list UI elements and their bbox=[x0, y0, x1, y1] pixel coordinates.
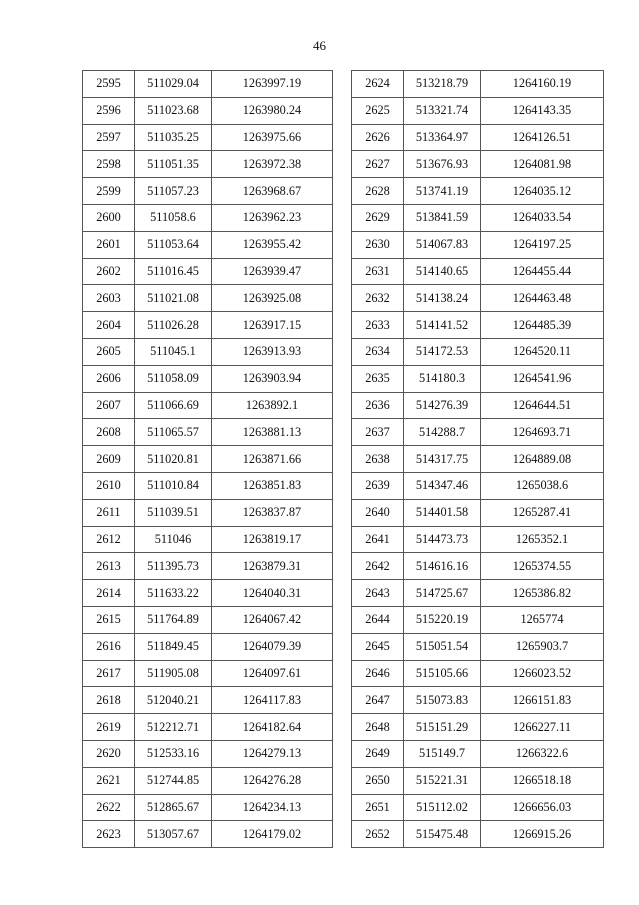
point-number-cell: 2597 bbox=[83, 124, 135, 151]
y-coordinate-cell: 1264182.64 bbox=[212, 714, 333, 741]
table-row bbox=[352, 338, 604, 365]
y-coordinate-cell: 1264485.39 bbox=[481, 312, 604, 339]
point-number-cell: 2632 bbox=[352, 285, 404, 312]
x-coordinate-cell: 511051.35 bbox=[135, 151, 212, 178]
table-row bbox=[83, 285, 333, 312]
point-number-cell: 2638 bbox=[352, 446, 404, 473]
point-number-cell: 2595 bbox=[83, 71, 135, 98]
x-coordinate-cell: 511764.89 bbox=[135, 606, 212, 633]
table-row bbox=[352, 794, 604, 821]
x-coordinate-cell: 514317.75 bbox=[404, 446, 481, 473]
x-coordinate-cell: 513364.97 bbox=[404, 124, 481, 151]
point-number-cell: 2610 bbox=[83, 472, 135, 499]
x-coordinate-cell: 513321.74 bbox=[404, 97, 481, 124]
table-row bbox=[83, 419, 333, 446]
point-number-cell: 2607 bbox=[83, 392, 135, 419]
y-coordinate-cell: 1265386.82 bbox=[481, 580, 604, 607]
point-number-cell: 2621 bbox=[83, 767, 135, 794]
y-coordinate-cell: 1263892.1 bbox=[212, 392, 333, 419]
x-coordinate-cell: 515221.31 bbox=[404, 767, 481, 794]
x-coordinate-cell: 515105.66 bbox=[404, 660, 481, 687]
x-coordinate-cell: 512040.21 bbox=[135, 687, 212, 714]
table-row bbox=[352, 714, 604, 741]
point-number-cell: 2605 bbox=[83, 338, 135, 365]
y-coordinate-cell: 1264079.39 bbox=[212, 633, 333, 660]
y-coordinate-cell: 1264117.83 bbox=[212, 687, 333, 714]
table-row bbox=[352, 660, 604, 687]
table-row bbox=[352, 606, 604, 633]
point-number-cell: 2628 bbox=[352, 178, 404, 205]
x-coordinate-cell: 511046 bbox=[135, 526, 212, 553]
y-coordinate-cell: 1266656.03 bbox=[481, 794, 604, 821]
point-number-cell: 2650 bbox=[352, 767, 404, 794]
point-number-cell: 2627 bbox=[352, 151, 404, 178]
y-coordinate-cell: 1264455.44 bbox=[481, 258, 604, 285]
table-row bbox=[83, 606, 333, 633]
x-coordinate-cell: 514172.53 bbox=[404, 338, 481, 365]
table-row bbox=[352, 365, 604, 392]
table-row bbox=[83, 258, 333, 285]
y-coordinate-cell: 1265374.55 bbox=[481, 553, 604, 580]
table-row bbox=[83, 794, 333, 821]
table-row bbox=[83, 660, 333, 687]
table-row bbox=[83, 472, 333, 499]
table-row bbox=[83, 231, 333, 258]
x-coordinate-cell: 515151.29 bbox=[404, 714, 481, 741]
x-coordinate-cell: 512865.67 bbox=[135, 794, 212, 821]
y-coordinate-cell: 1264143.35 bbox=[481, 97, 604, 124]
table-row bbox=[352, 71, 604, 98]
point-number-cell: 2608 bbox=[83, 419, 135, 446]
y-coordinate-cell: 1264126.51 bbox=[481, 124, 604, 151]
x-coordinate-cell: 511021.08 bbox=[135, 285, 212, 312]
table-row bbox=[352, 151, 604, 178]
x-coordinate-cell: 512744.85 bbox=[135, 767, 212, 794]
table-row bbox=[83, 97, 333, 124]
y-coordinate-cell: 1263879.31 bbox=[212, 553, 333, 580]
point-number-cell: 2631 bbox=[352, 258, 404, 285]
y-coordinate-cell: 1263871.66 bbox=[212, 446, 333, 473]
table-row bbox=[83, 124, 333, 151]
y-coordinate-cell: 1263903.94 bbox=[212, 365, 333, 392]
y-coordinate-cell: 1264097.61 bbox=[212, 660, 333, 687]
x-coordinate-cell: 511045.1 bbox=[135, 338, 212, 365]
y-coordinate-cell: 1264197.25 bbox=[481, 231, 604, 258]
point-number-cell: 2618 bbox=[83, 687, 135, 714]
x-coordinate-cell: 514138.24 bbox=[404, 285, 481, 312]
y-coordinate-cell: 1265903.7 bbox=[481, 633, 604, 660]
table-row bbox=[352, 97, 604, 124]
y-coordinate-cell: 1264693.71 bbox=[481, 419, 604, 446]
table-row bbox=[352, 312, 604, 339]
x-coordinate-cell: 514473.73 bbox=[404, 526, 481, 553]
point-number-cell: 2603 bbox=[83, 285, 135, 312]
x-coordinate-cell: 514347.46 bbox=[404, 472, 481, 499]
x-coordinate-cell: 511065.57 bbox=[135, 419, 212, 446]
x-coordinate-cell: 513741.19 bbox=[404, 178, 481, 205]
y-coordinate-cell: 1263968.67 bbox=[212, 178, 333, 205]
table-row bbox=[83, 71, 333, 98]
point-number-cell: 2644 bbox=[352, 606, 404, 633]
x-coordinate-cell: 515051.54 bbox=[404, 633, 481, 660]
y-coordinate-cell: 1264067.42 bbox=[212, 606, 333, 633]
point-number-cell: 2637 bbox=[352, 419, 404, 446]
y-coordinate-cell: 1264234.13 bbox=[212, 794, 333, 821]
y-coordinate-cell: 1264160.19 bbox=[481, 71, 604, 98]
x-coordinate-cell: 511035.25 bbox=[135, 124, 212, 151]
table-row bbox=[83, 767, 333, 794]
point-number-cell: 2615 bbox=[83, 606, 135, 633]
y-coordinate-cell: 1266915.26 bbox=[481, 821, 604, 848]
y-coordinate-cell: 1266151.83 bbox=[481, 687, 604, 714]
table-row bbox=[352, 687, 604, 714]
x-coordinate-cell: 515149.7 bbox=[404, 740, 481, 767]
table-row bbox=[352, 124, 604, 151]
point-number-cell: 2604 bbox=[83, 312, 135, 339]
table-row bbox=[352, 392, 604, 419]
x-coordinate-cell: 515073.83 bbox=[404, 687, 481, 714]
table-row bbox=[83, 312, 333, 339]
table-row bbox=[83, 821, 333, 848]
table-row bbox=[352, 580, 604, 607]
x-coordinate-cell: 511058.6 bbox=[135, 204, 212, 231]
y-coordinate-cell: 1263851.83 bbox=[212, 472, 333, 499]
x-coordinate-cell: 512212.71 bbox=[135, 714, 212, 741]
point-number-cell: 2640 bbox=[352, 499, 404, 526]
y-coordinate-cell: 1264276.28 bbox=[212, 767, 333, 794]
point-number-cell: 2599 bbox=[83, 178, 135, 205]
table-row bbox=[83, 338, 333, 365]
point-number-cell: 2639 bbox=[352, 472, 404, 499]
point-number-cell: 2609 bbox=[83, 446, 135, 473]
y-coordinate-cell: 1263955.42 bbox=[212, 231, 333, 258]
y-coordinate-cell: 1264889.08 bbox=[481, 446, 604, 473]
y-coordinate-cell: 1265038.6 bbox=[481, 472, 604, 499]
point-number-cell: 2623 bbox=[83, 821, 135, 848]
x-coordinate-cell: 514401.58 bbox=[404, 499, 481, 526]
x-coordinate-cell: 514276.39 bbox=[404, 392, 481, 419]
point-number-cell: 2613 bbox=[83, 553, 135, 580]
y-coordinate-cell: 1263881.13 bbox=[212, 419, 333, 446]
x-coordinate-cell: 511029.04 bbox=[135, 71, 212, 98]
x-coordinate-cell: 514725.67 bbox=[404, 580, 481, 607]
y-coordinate-cell: 1263913.93 bbox=[212, 338, 333, 365]
table-row bbox=[352, 204, 604, 231]
point-number-cell: 2647 bbox=[352, 687, 404, 714]
x-coordinate-cell: 514140.65 bbox=[404, 258, 481, 285]
point-number-cell: 2648 bbox=[352, 714, 404, 741]
y-coordinate-cell: 1263917.15 bbox=[212, 312, 333, 339]
x-coordinate-cell: 511905.08 bbox=[135, 660, 212, 687]
y-coordinate-cell: 1263962.23 bbox=[212, 204, 333, 231]
y-coordinate-cell: 1266322.6 bbox=[481, 740, 604, 767]
table-row bbox=[83, 553, 333, 580]
y-coordinate-cell: 1264040.31 bbox=[212, 580, 333, 607]
point-number-cell: 2611 bbox=[83, 499, 135, 526]
coordinates-table-left bbox=[82, 70, 333, 848]
point-number-cell: 2643 bbox=[352, 580, 404, 607]
point-number-cell: 2633 bbox=[352, 312, 404, 339]
point-number-cell: 2601 bbox=[83, 231, 135, 258]
x-coordinate-cell: 511053.64 bbox=[135, 231, 212, 258]
table-row bbox=[83, 392, 333, 419]
x-coordinate-cell: 514616.16 bbox=[404, 553, 481, 580]
table-row bbox=[352, 419, 604, 446]
point-number-cell: 2645 bbox=[352, 633, 404, 660]
point-number-cell: 2646 bbox=[352, 660, 404, 687]
point-number-cell: 2624 bbox=[352, 71, 404, 98]
x-coordinate-cell: 511020.81 bbox=[135, 446, 212, 473]
x-coordinate-cell: 513057.67 bbox=[135, 821, 212, 848]
table-row bbox=[352, 553, 604, 580]
x-coordinate-cell: 515112.02 bbox=[404, 794, 481, 821]
y-coordinate-cell: 1264035.12 bbox=[481, 178, 604, 205]
y-coordinate-cell: 1264179.02 bbox=[212, 821, 333, 848]
point-number-cell: 2626 bbox=[352, 124, 404, 151]
point-number-cell: 2602 bbox=[83, 258, 135, 285]
y-coordinate-cell: 1263819.17 bbox=[212, 526, 333, 553]
y-coordinate-cell: 1263997.19 bbox=[212, 71, 333, 98]
x-coordinate-cell: 511849.45 bbox=[135, 633, 212, 660]
x-coordinate-cell: 511066.69 bbox=[135, 392, 212, 419]
table-row bbox=[83, 365, 333, 392]
y-coordinate-cell: 1264520.11 bbox=[481, 338, 604, 365]
y-coordinate-cell: 1264463.48 bbox=[481, 285, 604, 312]
y-coordinate-cell: 1266518.18 bbox=[481, 767, 604, 794]
point-number-cell: 2630 bbox=[352, 231, 404, 258]
table-row bbox=[352, 740, 604, 767]
y-coordinate-cell: 1264541.96 bbox=[481, 365, 604, 392]
x-coordinate-cell: 515220.19 bbox=[404, 606, 481, 633]
table-row bbox=[352, 499, 604, 526]
point-number-cell: 2622 bbox=[83, 794, 135, 821]
y-coordinate-cell: 1264644.51 bbox=[481, 392, 604, 419]
coordinates-table-right bbox=[351, 70, 604, 848]
table-row bbox=[352, 231, 604, 258]
x-coordinate-cell: 511057.23 bbox=[135, 178, 212, 205]
table-row bbox=[352, 821, 604, 848]
y-coordinate-cell: 1263972.38 bbox=[212, 151, 333, 178]
x-coordinate-cell: 511395.73 bbox=[135, 553, 212, 580]
page-number: 46 bbox=[313, 38, 326, 53]
table-row bbox=[83, 633, 333, 660]
x-coordinate-cell: 513841.59 bbox=[404, 204, 481, 231]
y-coordinate-cell: 1263980.24 bbox=[212, 97, 333, 124]
table-row bbox=[83, 526, 333, 553]
y-coordinate-cell: 1266023.52 bbox=[481, 660, 604, 687]
y-coordinate-cell: 1263939.47 bbox=[212, 258, 333, 285]
x-coordinate-cell: 513218.79 bbox=[404, 71, 481, 98]
x-coordinate-cell: 514180.3 bbox=[404, 365, 481, 392]
y-coordinate-cell: 1264033.54 bbox=[481, 204, 604, 231]
x-coordinate-cell: 514141.52 bbox=[404, 312, 481, 339]
point-number-cell: 2635 bbox=[352, 365, 404, 392]
table-row bbox=[83, 151, 333, 178]
point-number-cell: 2642 bbox=[352, 553, 404, 580]
table-row bbox=[83, 714, 333, 741]
table-row bbox=[83, 446, 333, 473]
point-number-cell: 2625 bbox=[352, 97, 404, 124]
y-coordinate-cell: 1265287.41 bbox=[481, 499, 604, 526]
point-number-cell: 2620 bbox=[83, 740, 135, 767]
y-coordinate-cell: 1265352.1 bbox=[481, 526, 604, 553]
y-coordinate-cell: 1263837.87 bbox=[212, 499, 333, 526]
y-coordinate-cell: 1265774 bbox=[481, 606, 604, 633]
point-number-cell: 2598 bbox=[83, 151, 135, 178]
table-row bbox=[83, 178, 333, 205]
table-row bbox=[352, 472, 604, 499]
x-coordinate-cell: 511633.22 bbox=[135, 580, 212, 607]
table-row bbox=[352, 633, 604, 660]
y-coordinate-cell: 1263925.08 bbox=[212, 285, 333, 312]
table-row bbox=[83, 687, 333, 714]
point-number-cell: 2619 bbox=[83, 714, 135, 741]
x-coordinate-cell: 514288.7 bbox=[404, 419, 481, 446]
point-number-cell: 2616 bbox=[83, 633, 135, 660]
table-row bbox=[352, 178, 604, 205]
table-row bbox=[83, 740, 333, 767]
table-row bbox=[83, 204, 333, 231]
point-number-cell: 2614 bbox=[83, 580, 135, 607]
point-number-cell: 2634 bbox=[352, 338, 404, 365]
point-number-cell: 2606 bbox=[83, 365, 135, 392]
table-row bbox=[352, 258, 604, 285]
y-coordinate-cell: 1264081.98 bbox=[481, 151, 604, 178]
x-coordinate-cell: 511039.51 bbox=[135, 499, 212, 526]
y-coordinate-cell: 1264279.13 bbox=[212, 740, 333, 767]
x-coordinate-cell: 511023.68 bbox=[135, 97, 212, 124]
table-row bbox=[352, 285, 604, 312]
x-coordinate-cell: 511058.09 bbox=[135, 365, 212, 392]
table-row bbox=[83, 499, 333, 526]
table-row bbox=[352, 767, 604, 794]
y-coordinate-cell: 1266227.11 bbox=[481, 714, 604, 741]
x-coordinate-cell: 515475.48 bbox=[404, 821, 481, 848]
point-number-cell: 2617 bbox=[83, 660, 135, 687]
table-row bbox=[352, 446, 604, 473]
point-number-cell: 2596 bbox=[83, 97, 135, 124]
table-row bbox=[352, 526, 604, 553]
point-number-cell: 2612 bbox=[83, 526, 135, 553]
x-coordinate-cell: 511026.28 bbox=[135, 312, 212, 339]
x-coordinate-cell: 513676.93 bbox=[404, 151, 481, 178]
point-number-cell: 2600 bbox=[83, 204, 135, 231]
point-number-cell: 2629 bbox=[352, 204, 404, 231]
point-number-cell: 2651 bbox=[352, 794, 404, 821]
x-coordinate-cell: 514067.83 bbox=[404, 231, 481, 258]
table-row bbox=[83, 580, 333, 607]
x-coordinate-cell: 511010.84 bbox=[135, 472, 212, 499]
point-number-cell: 2652 bbox=[352, 821, 404, 848]
point-number-cell: 2636 bbox=[352, 392, 404, 419]
point-number-cell: 2649 bbox=[352, 740, 404, 767]
x-coordinate-cell: 511016.45 bbox=[135, 258, 212, 285]
y-coordinate-cell: 1263975.66 bbox=[212, 124, 333, 151]
x-coordinate-cell: 512533.16 bbox=[135, 740, 212, 767]
point-number-cell: 2641 bbox=[352, 526, 404, 553]
